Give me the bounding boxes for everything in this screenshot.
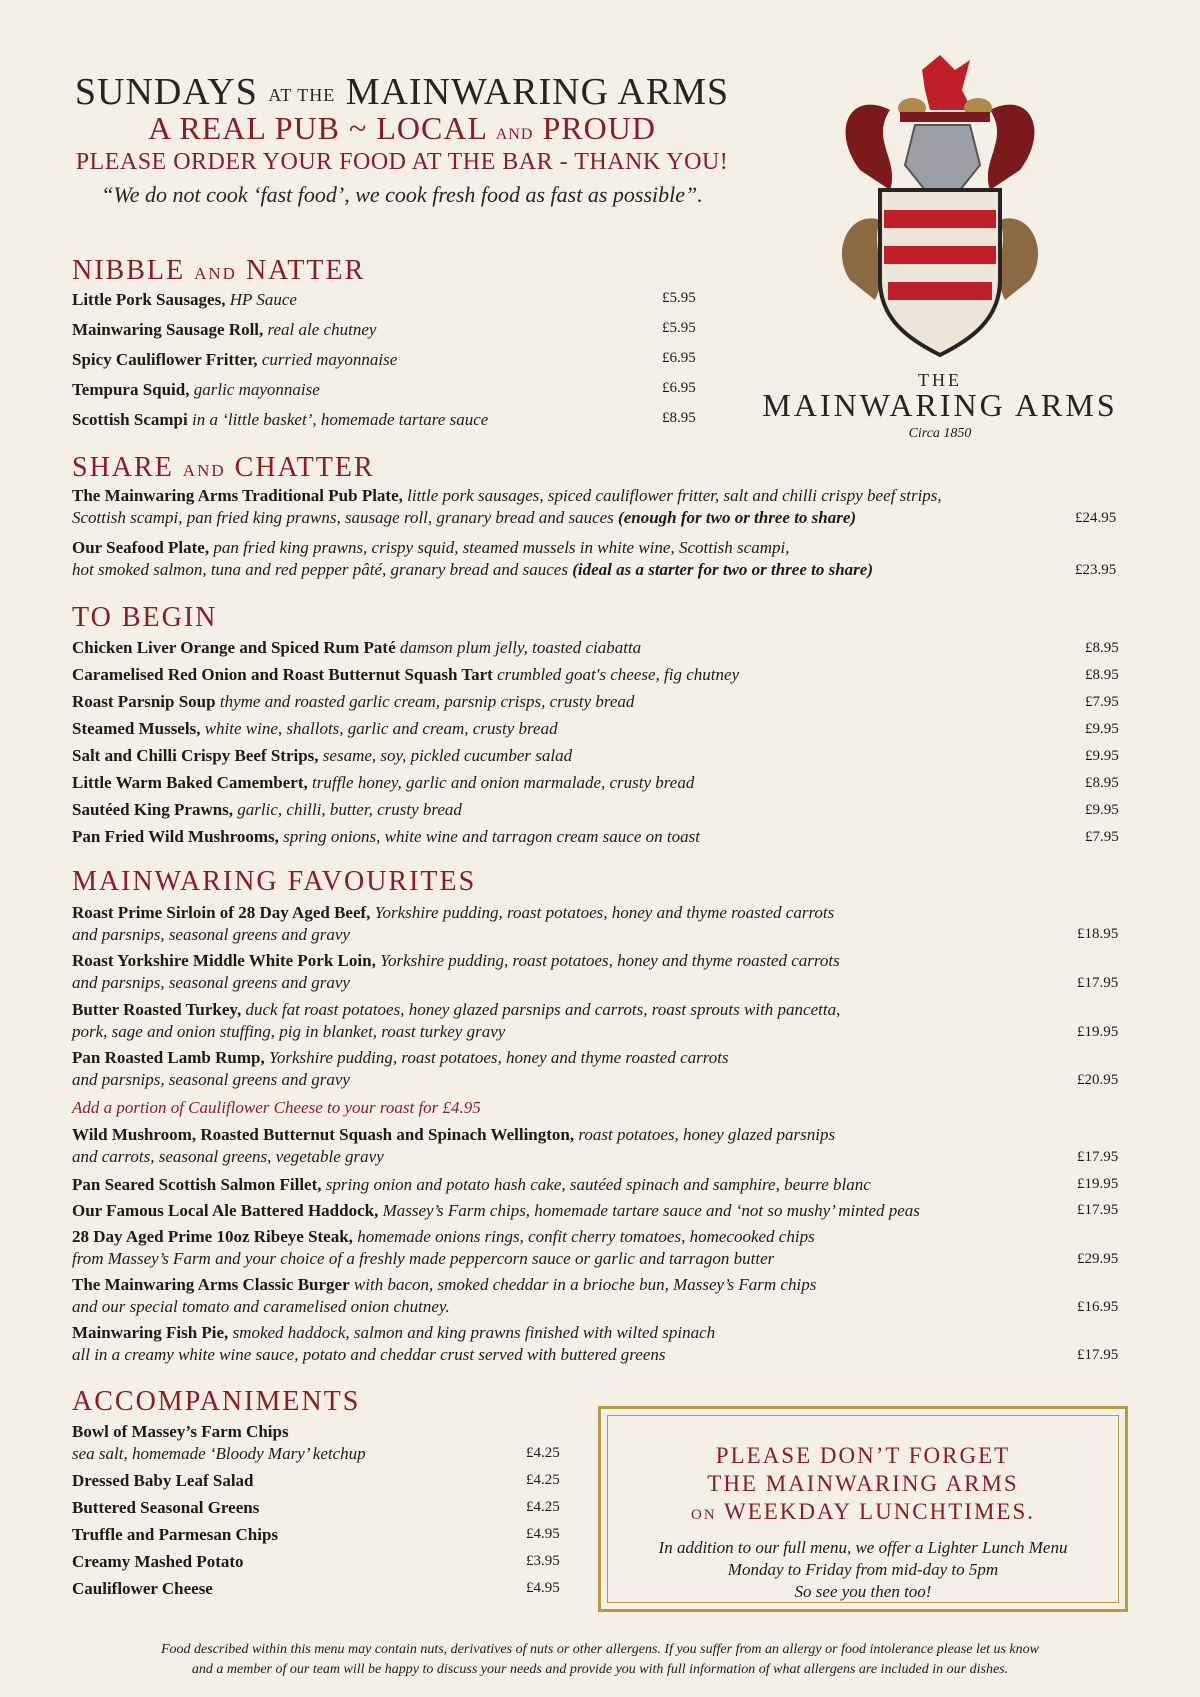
menu-item [72, 902, 834, 946]
menu-item [72, 950, 840, 994]
item-name: 28 Day Aged Prime 10oz Ribeye Steak, [72, 1227, 353, 1246]
item-name: Cauliflower Cheese [72, 1579, 213, 1598]
item-desc: hot smoked salmon, tuna and red pepper pâté, granary bread and sauces [72, 560, 568, 579]
notice-line [608, 1498, 1118, 1529]
item-price: £7.95 [1085, 829, 1119, 845]
menu-item [72, 349, 397, 371]
item-price: £4.25 [526, 1472, 560, 1488]
item-desc: in a ‘little basket’, homemade tartare sauce [187, 410, 489, 429]
item-desc: smoked haddock, salmon and king prawns finished with wilted spinach [228, 1323, 716, 1342]
item-name: Salt and Chilli Crispy Beef Strips, [72, 746, 319, 765]
item-price: £4.95 [526, 1526, 560, 1542]
menu-item [72, 409, 488, 431]
menu-item [72, 1226, 815, 1270]
item-name: Buttered Seasonal Greens [72, 1498, 260, 1517]
item-desc: Yorkshire pudding, roast potatoes, honey and thyme roasted carrots [375, 951, 840, 970]
item-price: £9.95 [1085, 802, 1119, 818]
item-name: Bowl of Massey’s Farm Chips [72, 1422, 289, 1441]
title-word: AND [194, 264, 237, 283]
item-name: Wild Mushroom, Roasted Butternut Squash and Spinach Wellington, [72, 1125, 575, 1144]
item-name: Roast Prime Sirloin of 28 Day Aged Beef, [72, 903, 371, 922]
item-desc: roast potatoes, honey glazed parsnips [574, 1125, 836, 1144]
brand-the: THE [918, 370, 962, 390]
footer-line: Food described within this menu may contain nuts, derivatives of nuts or other allergens. If you suffer from an allergy or food intolerance please let us know [160, 1642, 1039, 1657]
item-desc: white wine, shallots, garlic and cream, crusty bread [200, 719, 558, 738]
item-desc: and parsnips, seasonal greens and gravy [72, 973, 350, 992]
menu-item [72, 1274, 816, 1318]
item-price: £3.95 [526, 1553, 560, 1569]
menu-item [72, 1047, 729, 1091]
item-price: £4.25 [526, 1445, 560, 1461]
footer-line: and a member of our team will be happy to discuss your needs and provide you with full information of what allergens are included in our dishes. [191, 1662, 1009, 1677]
fresh-food-tagline: “We do not cook ‘fast food’, we cook fresh food as fast as possible”. [101, 182, 703, 207]
item-desc: garlic, chilli, butter, crusty bread [233, 800, 462, 819]
notice-weekday: WEEKDAY LUNCHTIMES. [724, 1499, 1036, 1524]
item-name: Mainwaring Sausage Roll, [72, 320, 264, 339]
notice-body-line: In addition to our full menu, we offer a Lighter Lunch Menu [658, 1538, 1068, 1557]
order-at-bar-note: PLEASE ORDER YOUR FOOD AT THE BAR - THANK YOU! [75, 149, 729, 175]
header-proud: PROUD [542, 110, 656, 146]
menu-item [72, 637, 641, 659]
brand-circa: Circa 1850 [908, 426, 972, 441]
item-price: £9.95 [1085, 721, 1119, 737]
item-desc: real ale chutney [263, 320, 377, 339]
notice-heading [608, 1442, 1118, 1529]
item-name: Dressed Baby Leaf Salad [72, 1471, 254, 1490]
item-name: Tempura Squid, [72, 380, 190, 399]
section-title-accompaniments: ACCOMPANIMENTS [72, 1386, 361, 1417]
item-desc: and parsnips, seasonal greens and gravy [72, 1070, 350, 1089]
item-desc: Yorkshire pudding, roast potatoes, honey and thyme roasted carrots [264, 1048, 729, 1067]
item-name: Spicy Cauliflower Fritter, [72, 350, 258, 369]
menu-item [72, 745, 572, 767]
item-price: £17.95 [1077, 1149, 1119, 1165]
section-title-nibble [72, 255, 365, 287]
menu-item [72, 999, 840, 1043]
allergen-footer [60, 1640, 1140, 1680]
item-desc: sesame, soy, pickled cucumber salad [318, 746, 573, 765]
item-name: The Mainwaring Arms Classic Burger [72, 1275, 350, 1294]
item-name: Steamed Mussels, [72, 719, 201, 738]
menu-item [72, 826, 700, 848]
item-price: £20.95 [1077, 1072, 1119, 1088]
item-name: The Mainwaring Arms Traditional Pub Plate, [72, 486, 403, 505]
item-price: £5.95 [662, 290, 696, 306]
menu-item [72, 799, 462, 821]
item-price: £8.95 [1085, 775, 1119, 791]
section-title-begin: TO BEGIN [72, 602, 218, 633]
item-desc: Massey’s Farm chips, homemade tartare sauce and ‘not so mushy’ minted peas [378, 1201, 920, 1220]
header-line2 [62, 110, 742, 147]
menu-item [72, 537, 873, 581]
menu-item [72, 1322, 715, 1366]
menu-item [72, 772, 694, 794]
notice-line: PLEASE DON’T FORGET [715, 1443, 1011, 1468]
item-desc: from Massey’s Farm and your choice of a freshly made peppercorn sauce or garlic and tarragon butter [72, 1249, 775, 1268]
header-line1 [62, 70, 742, 114]
item-desc: HP Sauce [225, 290, 297, 309]
menu-item [72, 289, 297, 311]
item-desc: duck fat roast potatoes, honey glazed parsnips and carrots, roast sprouts with pancetta, [241, 1000, 841, 1019]
title-word: AND [182, 461, 226, 480]
menu-item [72, 485, 942, 529]
item-desc: and our special tomato and caramelised onion chutney. [72, 1297, 450, 1316]
item-price: £19.95 [1077, 1176, 1119, 1192]
item-note: (ideal as a starter for two or three to share) [567, 560, 873, 579]
item-desc: Yorkshire pudding, roast potatoes, honey and thyme roasted carrots [370, 903, 835, 922]
item-price: £4.25 [526, 1499, 560, 1515]
item-desc: sea salt, homemade ‘Bloody Mary’ ketchup [72, 1444, 366, 1463]
item-name: Little Warm Baked Camembert, [72, 773, 308, 792]
item-desc: truffle honey, garlic and onion marmalade, crusty bread [307, 773, 695, 792]
item-price: £16.95 [1077, 1299, 1119, 1315]
item-price: £24.95 [1075, 510, 1117, 526]
item-name: Roast Yorkshire Middle White Pork Loin, [72, 951, 376, 970]
item-desc: homemade onions rings, confit cherry tomatoes, homecooked chips [352, 1227, 815, 1246]
item-desc: little pork sausages, spiced cauliflower fritter, salt and chilli crispy beef strips, [402, 486, 942, 505]
item-price: £8.95 [1085, 640, 1119, 656]
item-desc: garlic mayonnaise [189, 380, 320, 399]
notice-line: THE MAINWARING ARMS [707, 1471, 1019, 1496]
menu-item [72, 379, 320, 401]
title-word: CHATTER [234, 452, 375, 483]
item-price: £6.95 [662, 380, 696, 396]
item-name: Little Pork Sausages, [72, 290, 226, 309]
menu-item [72, 1200, 920, 1222]
menu-item [72, 664, 739, 686]
item-desc: spring onions, white wine and tarragon cream sauce on toast [278, 827, 700, 846]
item-name: Scottish Scampi [72, 410, 188, 429]
notice-body [608, 1537, 1118, 1603]
menu-item [72, 1497, 259, 1519]
item-price: £17.95 [1077, 1202, 1119, 1218]
item-desc: crumbled goat's cheese, fig chutney [492, 665, 740, 684]
weekday-lunch-notice [598, 1406, 1128, 1612]
item-desc: Scottish scampi, pan fried king prawns, sausage roll, granary bread and sauces [72, 508, 614, 527]
notice-on: ON [690, 1507, 717, 1523]
item-price: £17.95 [1077, 1347, 1119, 1363]
title-word: NIBBLE [72, 255, 186, 286]
notice-body-line: Monday to Friday from mid-day to 5pm [727, 1560, 999, 1579]
addon-note [72, 1097, 481, 1119]
crest-logo [830, 50, 1050, 370]
item-note: (enough for two or three to share) [613, 508, 857, 527]
item-name: Our Famous Local Ale Battered Haddock, [72, 1201, 379, 1220]
addon-text: Add a portion of Cauliflower Cheese to your roast for £4.95 [72, 1098, 481, 1117]
item-name: Pan Seared Scottish Salmon Fillet, [72, 1175, 322, 1194]
item-name: Pan Roasted Lamb Rump, [72, 1048, 265, 1067]
item-name: Creamy Mashed Potato [72, 1552, 244, 1571]
item-name: Pan Fried Wild Mushrooms, [72, 827, 279, 846]
header-pub-name: MAINWARING ARMS [345, 71, 730, 113]
item-price: £18.95 [1077, 926, 1119, 942]
item-desc: thyme and roasted garlic cream, parsnip crisps, crusty bread [215, 692, 635, 711]
notice-body-line: So see you then too! [794, 1582, 932, 1601]
item-price: £8.95 [1085, 667, 1119, 683]
item-price: £29.95 [1077, 1251, 1119, 1267]
item-price: £17.95 [1077, 975, 1119, 991]
item-price: £23.95 [1075, 562, 1117, 578]
section-title-share [72, 452, 375, 484]
brand-name: MAINWARING ARMS [762, 387, 1118, 423]
notice-inner-border [607, 1415, 1119, 1603]
item-desc: all in a creamy white wine sauce, potato and cheddar crust served with buttered greens [72, 1345, 666, 1364]
title-word: SHARE [72, 452, 174, 483]
item-name: Chicken Liver Orange and Spiced Rum Paté [72, 638, 396, 657]
item-name: Roast Parsnip Soup [72, 692, 216, 711]
item-desc: spring onion and potato hash cake, sautéed spinach and samphire, beurre blanc [321, 1175, 871, 1194]
item-name: Sautéed King Prawns, [72, 800, 234, 819]
section-title-favourites: MAINWARING FAVOURITES [72, 866, 477, 897]
item-desc: pork, sage and onion stuffing, pig in blanket, roast turkey gravy [72, 1022, 506, 1041]
item-name: Butter Roasted Turkey, [72, 1000, 242, 1019]
menu-item [72, 1524, 278, 1546]
item-name: Mainwaring Fish Pie, [72, 1323, 229, 1342]
menu-item [72, 1551, 244, 1573]
item-name: Caramelised Red Onion and Roast Butternut Squash Tart [72, 665, 493, 684]
item-desc: curried mayonnaise [257, 350, 398, 369]
item-price: £6.95 [662, 350, 696, 366]
menu-header [62, 70, 742, 208]
item-desc: with bacon, smoked cheddar in a brioche bun, Massey’s Farm chips [349, 1275, 817, 1294]
item-desc: and parsnips, seasonal greens and gravy [72, 925, 350, 944]
menu-item [72, 1174, 871, 1196]
item-desc: and carrots, seasonal greens, vegetable gravy [72, 1147, 384, 1166]
menu-item [72, 1421, 366, 1465]
menu-item [72, 1470, 254, 1492]
menu-item [72, 691, 634, 713]
item-name: Our Seafood Plate, [72, 538, 210, 557]
header-real-pub: A REAL PUB ~ LOCAL [148, 110, 487, 146]
item-name: Truffle and Parmesan Chips [72, 1525, 279, 1544]
menu-item [72, 319, 376, 341]
item-desc: pan fried king prawns, crispy squid, steamed mussels in white wine, Scottish scampi, [209, 538, 790, 557]
header-and: AND [495, 126, 534, 143]
item-desc: damson plum jelly, toasted ciabatta [395, 638, 642, 657]
item-price: £8.95 [662, 410, 696, 426]
brand-block [740, 370, 1140, 442]
item-price: £4.95 [526, 1580, 560, 1596]
header-sundays: SUNDAYS [74, 71, 258, 113]
item-price: £7.95 [1085, 694, 1119, 710]
item-price: £19.95 [1077, 1024, 1119, 1040]
menu-item [72, 718, 558, 740]
item-price: £9.95 [1085, 748, 1119, 764]
item-price: £5.95 [662, 320, 696, 336]
menu-item [72, 1124, 835, 1168]
title-word: NATTER [245, 255, 366, 286]
menu-item [72, 1578, 213, 1600]
header-at-the: AT THE [268, 84, 336, 105]
